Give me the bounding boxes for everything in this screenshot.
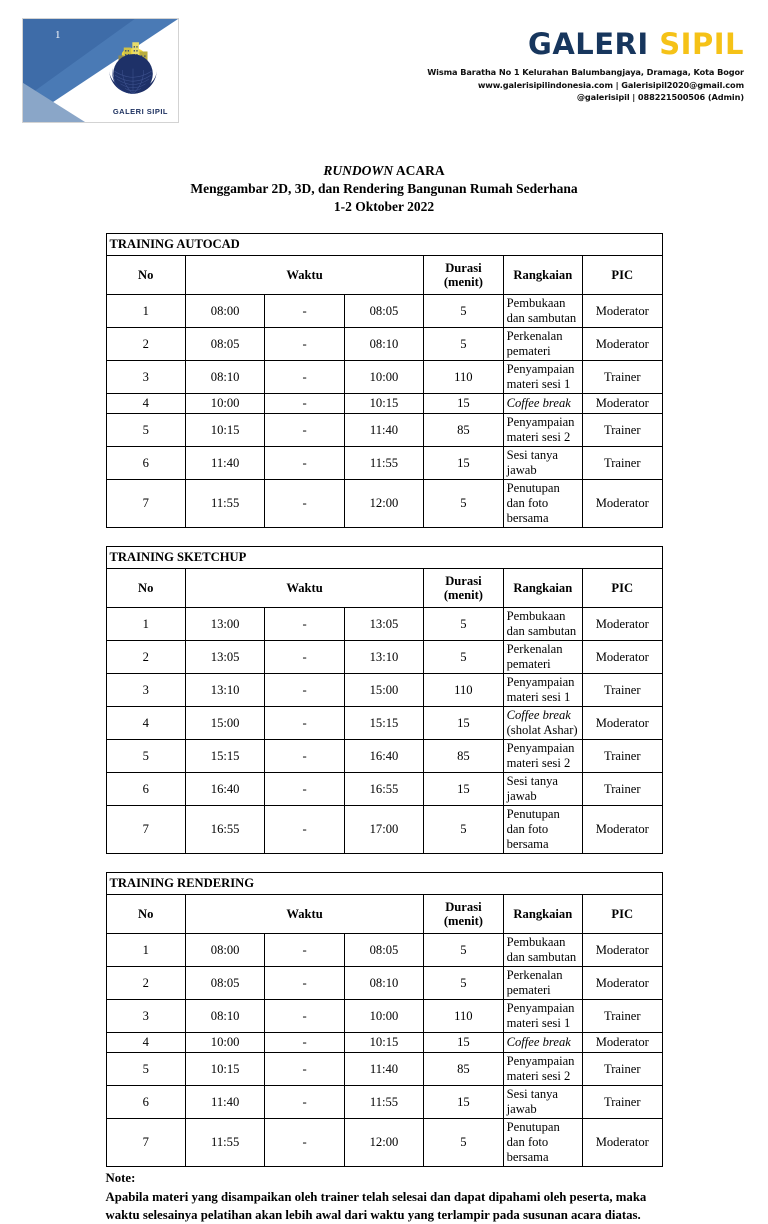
brand-name-galeri: GALERI bbox=[528, 27, 649, 61]
cell-rangkaian-text: Pembukaan dan sambutan bbox=[506, 296, 577, 326]
cell-durasi: 5 bbox=[424, 480, 503, 528]
cell-rangkaian-text: Sesi tanya jawab bbox=[506, 448, 559, 478]
cell-no: 6 bbox=[106, 447, 185, 480]
column-header-waktu: Waktu bbox=[185, 895, 423, 934]
table-row bbox=[106, 1000, 662, 1033]
rundown-tables-container bbox=[0, 233, 768, 1223]
cell-no: 3 bbox=[106, 674, 185, 707]
cell-time-dash: - bbox=[265, 707, 344, 740]
table-row bbox=[106, 1053, 662, 1086]
cell-rangkaian-text: Sesi tanya jawab bbox=[506, 1087, 559, 1117]
table-row bbox=[106, 394, 662, 414]
cell-rangkaian bbox=[503, 328, 582, 361]
cell-pic: Trainer bbox=[583, 740, 662, 773]
cell-no: 7 bbox=[106, 806, 185, 854]
cell-no: 7 bbox=[106, 480, 185, 528]
column-header-pic: PIC bbox=[583, 895, 662, 934]
table-header-row bbox=[106, 256, 662, 295]
cell-time-dash: - bbox=[265, 1000, 344, 1033]
column-header-rangkaian: Rangkaian bbox=[503, 895, 582, 934]
table-row bbox=[106, 1119, 662, 1167]
cell-durasi: 15 bbox=[424, 394, 503, 414]
cell-rangkaian-text: Pembukaan dan sambutan bbox=[506, 609, 577, 639]
cell-time-start: 13:05 bbox=[185, 641, 264, 674]
cell-time-start: 16:40 bbox=[185, 773, 264, 806]
column-header-pic: PIC bbox=[583, 256, 662, 295]
cell-time-dash: - bbox=[265, 1119, 344, 1167]
cell-time-end: 17:00 bbox=[344, 806, 423, 854]
table-row bbox=[106, 295, 662, 328]
title-line-1 bbox=[0, 162, 768, 180]
cell-time-dash: - bbox=[265, 414, 344, 447]
rundown-table-section bbox=[24, 872, 744, 1167]
cell-rangkaian-text: (sholat Ashar) bbox=[506, 723, 578, 738]
table-row bbox=[106, 806, 662, 854]
cell-time-end: 08:10 bbox=[344, 967, 423, 1000]
cell-time-start: 08:00 bbox=[185, 295, 264, 328]
cell-pic: Trainer bbox=[583, 361, 662, 394]
cell-time-dash: - bbox=[265, 773, 344, 806]
cell-durasi: 85 bbox=[424, 1053, 503, 1086]
cell-rangkaian-text: Sesi tanya jawab bbox=[506, 774, 559, 804]
table-row bbox=[106, 934, 662, 967]
cell-time-dash: - bbox=[265, 806, 344, 854]
cell-time-end: 12:00 bbox=[344, 1119, 423, 1167]
table-band-title: TRAINING RENDERING bbox=[106, 873, 662, 895]
cell-pic: Moderator bbox=[583, 967, 662, 1000]
cell-no: 4 bbox=[106, 1033, 185, 1053]
cell-pic: Moderator bbox=[583, 1119, 662, 1167]
cell-no: 2 bbox=[106, 328, 185, 361]
document-header bbox=[0, 0, 768, 116]
cell-time-dash: - bbox=[265, 674, 344, 707]
cell-time-end: 10:00 bbox=[344, 1000, 423, 1033]
cell-rangkaian bbox=[503, 608, 582, 641]
cell-rangkaian-text: Penyampaian materi sesi 2 bbox=[506, 1054, 575, 1084]
cell-time-end: 13:05 bbox=[344, 608, 423, 641]
cell-rangkaian bbox=[503, 1119, 582, 1167]
cell-durasi: 5 bbox=[424, 641, 503, 674]
table-row bbox=[106, 361, 662, 394]
cell-rangkaian bbox=[503, 740, 582, 773]
cell-time-end: 10:15 bbox=[344, 394, 423, 414]
cell-time-dash: - bbox=[265, 480, 344, 528]
cell-time-end: 10:15 bbox=[344, 1033, 423, 1053]
cell-durasi: 5 bbox=[424, 608, 503, 641]
cell-pic: Moderator bbox=[583, 480, 662, 528]
cell-time-dash: - bbox=[265, 394, 344, 414]
column-header-no: No bbox=[106, 895, 185, 934]
rundown-table bbox=[106, 872, 663, 1167]
cell-no: 3 bbox=[106, 361, 185, 394]
cell-pic: Trainer bbox=[583, 414, 662, 447]
cell-rangkaian-text: Penyampaian materi sesi 2 bbox=[506, 741, 575, 771]
column-header-durasi-line2: (menit) bbox=[443, 588, 483, 603]
cell-no: 2 bbox=[106, 967, 185, 1000]
column-header-no: No bbox=[106, 256, 185, 295]
cell-no: 6 bbox=[106, 1086, 185, 1119]
brand-name bbox=[427, 27, 744, 61]
column-header-durasi-line1: Durasi bbox=[445, 573, 482, 588]
cell-rangkaian bbox=[503, 1033, 582, 1053]
table-row bbox=[106, 707, 662, 740]
cell-time-dash: - bbox=[265, 328, 344, 361]
brand-name-sipil: SIPIL bbox=[659, 27, 744, 61]
cell-no: 1 bbox=[106, 934, 185, 967]
rundown-table bbox=[106, 233, 663, 528]
cell-time-start: 11:55 bbox=[185, 480, 264, 528]
brand-address: Wisma Baratha No 1 Kelurahan Balumbangjaya, Dramaga, Kota Bogor bbox=[427, 67, 744, 77]
cell-rangkaian bbox=[503, 934, 582, 967]
cell-pic: Moderator bbox=[583, 1033, 662, 1053]
cell-time-start: 10:00 bbox=[185, 1033, 264, 1053]
company-logo-image bbox=[22, 18, 179, 123]
cell-pic: Trainer bbox=[583, 1053, 662, 1086]
brand-social-phone: @galerisipil | 088221500506 (Admin) bbox=[576, 92, 744, 103]
cell-time-start: 15:00 bbox=[185, 707, 264, 740]
cell-time-end: 13:10 bbox=[344, 641, 423, 674]
cell-rangkaian bbox=[503, 967, 582, 1000]
cell-rangkaian bbox=[503, 414, 582, 447]
cell-pic: Trainer bbox=[583, 1086, 662, 1119]
column-header-pic: PIC bbox=[583, 569, 662, 608]
cell-rangkaian-italic: Coffee break bbox=[506, 708, 571, 723]
slide-page-number: 1 bbox=[55, 29, 61, 41]
cell-durasi: 5 bbox=[424, 1119, 503, 1167]
cell-time-end: 08:10 bbox=[344, 328, 423, 361]
table-band-row bbox=[106, 547, 662, 569]
cell-no: 4 bbox=[106, 394, 185, 414]
column-header-durasi-line1: Durasi bbox=[445, 260, 482, 275]
cell-rangkaian bbox=[503, 674, 582, 707]
cell-time-dash: - bbox=[265, 1053, 344, 1086]
cell-time-start: 11:40 bbox=[185, 447, 264, 480]
table-row bbox=[106, 1086, 662, 1119]
cell-time-dash: - bbox=[265, 447, 344, 480]
cell-time-end: 11:40 bbox=[344, 414, 423, 447]
cell-rangkaian bbox=[503, 1086, 582, 1119]
column-header-rangkaian: Rangkaian bbox=[503, 569, 582, 608]
cell-durasi: 5 bbox=[424, 806, 503, 854]
cell-no: 5 bbox=[106, 1053, 185, 1086]
cell-rangkaian-italic: Coffee break bbox=[506, 1035, 571, 1050]
cell-no: 6 bbox=[106, 773, 185, 806]
cell-no: 5 bbox=[106, 740, 185, 773]
cell-pic: Trainer bbox=[583, 674, 662, 707]
cell-rangkaian-text: Perkenalan pemateri bbox=[506, 642, 563, 672]
cell-time-start: 10:15 bbox=[185, 1053, 264, 1086]
table-row bbox=[106, 967, 662, 1000]
cell-time-end: 16:40 bbox=[344, 740, 423, 773]
table-row bbox=[106, 674, 662, 707]
cell-rangkaian-text: Penutupan dan foto bersama bbox=[506, 807, 560, 852]
cell-rangkaian-text: Penyampaian materi sesi 1 bbox=[506, 362, 575, 392]
brand-contact-block bbox=[427, 66, 744, 104]
cell-time-dash: - bbox=[265, 641, 344, 674]
cell-time-start: 10:15 bbox=[185, 414, 264, 447]
table-row bbox=[106, 328, 662, 361]
column-header-durasi bbox=[424, 569, 503, 608]
cell-time-dash: - bbox=[265, 967, 344, 1000]
cell-rangkaian-text: Penyampaian materi sesi 1 bbox=[506, 1001, 575, 1031]
cell-rangkaian-text: Penutupan dan foto bersama bbox=[506, 481, 560, 526]
cell-rangkaian bbox=[503, 773, 582, 806]
cell-pic: Trainer bbox=[583, 773, 662, 806]
title-acara-word: ACARA bbox=[393, 163, 445, 178]
cell-rangkaian bbox=[503, 295, 582, 328]
note-label: Note: bbox=[105, 1171, 136, 1186]
column-header-no: No bbox=[106, 569, 185, 608]
cell-durasi: 15 bbox=[424, 1033, 503, 1053]
cell-durasi: 5 bbox=[424, 967, 503, 1000]
rundown-table-section bbox=[24, 546, 744, 854]
cell-time-start: 11:40 bbox=[185, 1086, 264, 1119]
column-header-waktu: Waktu bbox=[185, 256, 423, 295]
cell-time-start: 13:10 bbox=[185, 674, 264, 707]
table-row bbox=[106, 480, 662, 528]
note-body: Apabila materi yang disampaikan oleh trainer telah selesai dan dapat dipahami oleh peserta, maka waktu selesainya pelatihan akan lebih awal dari waktu yang terlampir pada susunan acara diatas. bbox=[105, 1189, 647, 1222]
cell-pic: Moderator bbox=[583, 641, 662, 674]
cell-time-start: 08:10 bbox=[185, 361, 264, 394]
cell-time-start: 15:15 bbox=[185, 740, 264, 773]
table-row bbox=[106, 773, 662, 806]
cell-time-start: 11:55 bbox=[185, 1119, 264, 1167]
cell-rangkaian bbox=[503, 480, 582, 528]
table-row bbox=[106, 447, 662, 480]
cell-time-dash: - bbox=[265, 1086, 344, 1119]
cell-time-end: 15:15 bbox=[344, 707, 423, 740]
column-header-waktu: Waktu bbox=[185, 569, 423, 608]
cell-durasi: 110 bbox=[424, 1000, 503, 1033]
cell-rangkaian bbox=[503, 806, 582, 854]
table-band-title: TRAINING AUTOCAD bbox=[106, 234, 662, 256]
table-row bbox=[106, 608, 662, 641]
cell-rangkaian-text: Penyampaian materi sesi 1 bbox=[506, 675, 575, 705]
cell-time-start: 16:55 bbox=[185, 806, 264, 854]
table-band-title: TRAINING SKETCHUP bbox=[106, 547, 662, 569]
brand-identity-block bbox=[427, 18, 744, 104]
table-row bbox=[106, 414, 662, 447]
cell-durasi: 110 bbox=[424, 361, 503, 394]
cell-time-end: 16:55 bbox=[344, 773, 423, 806]
cell-time-start: 08:05 bbox=[185, 967, 264, 1000]
cell-time-dash: - bbox=[265, 1033, 344, 1053]
cell-time-dash: - bbox=[265, 740, 344, 773]
cell-time-start: 08:10 bbox=[185, 1000, 264, 1033]
cell-rangkaian-text: Penutupan dan foto bersama bbox=[506, 1120, 560, 1165]
cell-rangkaian bbox=[503, 641, 582, 674]
cell-time-end: 08:05 bbox=[344, 295, 423, 328]
cell-time-end: 10:00 bbox=[344, 361, 423, 394]
table-row bbox=[106, 740, 662, 773]
cell-rangkaian-text: Pembukaan dan sambutan bbox=[506, 935, 577, 965]
cell-pic: Moderator bbox=[583, 806, 662, 854]
cell-time-end: 08:05 bbox=[344, 934, 423, 967]
cell-rangkaian bbox=[503, 394, 582, 414]
cell-time-start: 13:00 bbox=[185, 608, 264, 641]
cell-pic: Moderator bbox=[583, 707, 662, 740]
cell-time-end: 11:55 bbox=[344, 1086, 423, 1119]
building-globe-icon bbox=[100, 33, 166, 99]
table-header-row bbox=[106, 569, 662, 608]
title-line-2: Menggambar 2D, 3D, dan Rendering Bangunan Rumah Sederhana bbox=[190, 180, 578, 196]
cell-durasi: 85 bbox=[424, 414, 503, 447]
cell-time-start: 08:05 bbox=[185, 328, 264, 361]
cell-durasi: 85 bbox=[424, 740, 503, 773]
column-header-durasi-line1: Durasi bbox=[445, 899, 482, 914]
column-header-durasi bbox=[424, 256, 503, 295]
cell-rangkaian bbox=[503, 1053, 582, 1086]
column-header-durasi-line2: (menit) bbox=[443, 914, 483, 929]
cell-pic: Moderator bbox=[583, 934, 662, 967]
column-header-rangkaian: Rangkaian bbox=[503, 256, 582, 295]
cell-rangkaian-text: Perkenalan pemateri bbox=[506, 968, 563, 998]
rundown-table-section bbox=[24, 233, 744, 528]
cell-time-start: 08:00 bbox=[185, 934, 264, 967]
cell-time-start: 10:00 bbox=[185, 394, 264, 414]
cell-time-end: 12:00 bbox=[344, 480, 423, 528]
table-row bbox=[106, 641, 662, 674]
cell-durasi: 110 bbox=[424, 674, 503, 707]
table-band-row bbox=[106, 234, 662, 256]
column-header-durasi-line2: (menit) bbox=[443, 275, 483, 290]
cell-time-dash: - bbox=[265, 934, 344, 967]
column-header-durasi bbox=[424, 895, 503, 934]
document-title-block bbox=[0, 162, 768, 215]
cell-durasi: 5 bbox=[424, 295, 503, 328]
cell-pic: Moderator bbox=[583, 608, 662, 641]
cell-rangkaian-text: Perkenalan pemateri bbox=[506, 329, 563, 359]
cell-time-end: 15:00 bbox=[344, 674, 423, 707]
title-rundown-word: RUNDOWN bbox=[323, 163, 394, 178]
cell-pic: Trainer bbox=[583, 447, 662, 480]
table-row bbox=[106, 1033, 662, 1053]
note-block bbox=[106, 1169, 663, 1223]
cell-time-end: 11:40 bbox=[344, 1053, 423, 1086]
cell-time-end: 11:55 bbox=[344, 447, 423, 480]
cell-time-dash: - bbox=[265, 361, 344, 394]
cell-durasi: 15 bbox=[424, 707, 503, 740]
cell-pic: Moderator bbox=[583, 394, 662, 414]
cell-time-dash: - bbox=[265, 295, 344, 328]
cell-pic: Trainer bbox=[583, 1000, 662, 1033]
table-band-row bbox=[106, 873, 662, 895]
cell-rangkaian-italic: Coffee break bbox=[506, 396, 571, 411]
cell-no: 4 bbox=[106, 707, 185, 740]
title-line-3: 1-2 Oktober 2022 bbox=[333, 198, 435, 214]
cell-no: 1 bbox=[106, 295, 185, 328]
cell-no: 7 bbox=[106, 1119, 185, 1167]
cell-no: 3 bbox=[106, 1000, 185, 1033]
cell-durasi: 15 bbox=[424, 1086, 503, 1119]
cell-pic: Moderator bbox=[583, 328, 662, 361]
cell-rangkaian bbox=[503, 1000, 582, 1033]
cell-rangkaian-text: Penyampaian materi sesi 2 bbox=[506, 415, 575, 445]
cell-durasi: 15 bbox=[424, 447, 503, 480]
cell-no: 2 bbox=[106, 641, 185, 674]
cell-durasi: 5 bbox=[424, 328, 503, 361]
cell-durasi: 15 bbox=[424, 773, 503, 806]
cell-time-dash: - bbox=[265, 608, 344, 641]
brand-web-email: www.galerisipilindonesia.com | Galerisipil2020@gmail.com bbox=[477, 79, 744, 90]
cell-durasi: 5 bbox=[424, 934, 503, 967]
cell-rangkaian bbox=[503, 707, 582, 740]
cell-rangkaian bbox=[503, 447, 582, 480]
logo-caption-text: GALERI SIPIL bbox=[112, 107, 168, 116]
cell-no: 1 bbox=[106, 608, 185, 641]
table-header-row bbox=[106, 895, 662, 934]
cell-rangkaian bbox=[503, 361, 582, 394]
cell-pic: Moderator bbox=[583, 295, 662, 328]
cell-no: 5 bbox=[106, 414, 185, 447]
rundown-table bbox=[106, 546, 663, 854]
